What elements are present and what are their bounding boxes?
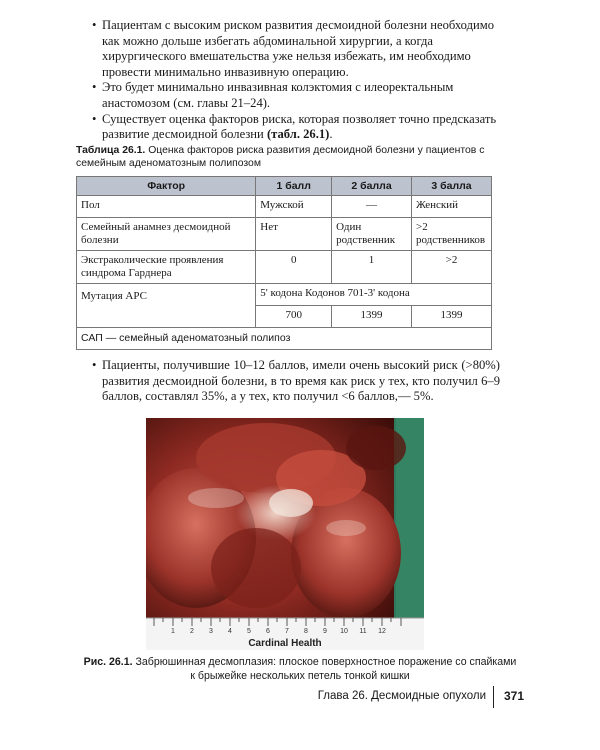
table-cell: Нет	[256, 218, 332, 251]
chapter-title: Глава 26. Десмоидные опухоли	[317, 690, 486, 702]
table-cell: Женский	[411, 196, 491, 218]
bullet-text: Пациенты, получившие 10–12 баллов, имели очень высокий риск (>80%) развития десмоидной болезни, в то время как риск у тех, кто получил 6–9 баллов, составлял 35%, а у тех, кто получил <6 баллов,— 5%.	[102, 358, 500, 404]
ruler-tick-label: 11	[359, 628, 367, 635]
page-footer	[317, 686, 538, 708]
table-caption-label: Таблица 26.1.	[76, 145, 146, 156]
table-cell: >2	[411, 251, 491, 284]
bullet-item	[92, 358, 500, 405]
ruler-tick-label: 1	[171, 628, 175, 635]
bullet-text: Пациентам с высоким риском развития десмоидной болезни необходимо как можно дольше избегать абдоминальной хирургии, а когда хирургического вмешательства уже нельзя избежать, им необходимо провести минимально инвазивную операцию.	[102, 18, 495, 79]
bullet-item	[92, 80, 512, 111]
header-1-point: 1 балл	[256, 177, 332, 196]
figure-caption-label: Рис. 26.1.	[83, 656, 133, 668]
table-cell: 1	[332, 251, 412, 284]
surgical-photo-graphic	[146, 418, 424, 650]
table-header-row	[77, 177, 492, 196]
table-cell: 1399	[332, 306, 412, 328]
table-cell: 700	[256, 306, 332, 328]
table-cell: Один родственник	[332, 218, 412, 251]
figure-caption-text: Забрюшинная десмоплазия: плоское поверхностное поражение со спайками к брыжейке нескольких петель тонкой кишки	[132, 656, 517, 682]
ruler-brand: Cardinal Health	[248, 638, 322, 649]
risk-factor-table	[76, 176, 492, 350]
ruler-tick-label: 7	[285, 628, 289, 635]
bullet-text: Это будет минимально инвазивная колэктомия с илеоректальным анастомозом (см. главы 21–24).	[102, 80, 454, 110]
table-caption	[76, 144, 516, 170]
header-2-points: 2 балла	[332, 177, 412, 196]
table-cell: 0	[256, 251, 332, 284]
figure-caption	[80, 656, 520, 683]
table-cell: >2 родственников	[411, 218, 491, 251]
bullet-item	[92, 18, 512, 80]
ruler-tick-label: 3	[209, 628, 213, 635]
table-row	[77, 196, 492, 218]
header-3-points: 3 балла	[411, 177, 491, 196]
ruler-tick-label: 2	[190, 628, 194, 635]
table-row	[77, 251, 492, 284]
table-caption-text: Оценка факторов риска развития десмоидной болезни у пациентов с семейным аденоматозным полипозом	[76, 145, 485, 169]
bullet-text-tail: .	[329, 127, 333, 142]
mutation-codons-cell: 5' кодона Кодонов 701-3' кодона	[256, 284, 492, 306]
table-cell: 1399	[411, 306, 491, 328]
ruler-tick-label: 12	[378, 628, 386, 635]
table-cell: Семейный анамнез десмоидной болезни	[77, 218, 256, 251]
mutation-label: Мутация АРС	[81, 290, 147, 302]
footer-divider	[493, 686, 494, 708]
surgical-photo	[146, 418, 424, 650]
table-cell: Пол	[77, 196, 256, 218]
table-row-mutation	[77, 284, 492, 306]
bullet-list-top	[92, 18, 512, 143]
bullet-text: Существует оценка факторов риска, которая позволяет точно предсказать развитие десмоидной болезни	[102, 111, 497, 142]
table-footnote: САП — семейный аденоматозный полипоз	[77, 328, 492, 350]
table-cell: Экстраколические проявления синдрома Гарднера	[77, 251, 256, 284]
table-cell: Мужской	[256, 196, 332, 218]
ruler-tick-label: 5	[247, 628, 251, 635]
ruler-tick-label: 9	[323, 628, 327, 635]
table-row	[77, 218, 492, 251]
page-number: 371	[503, 689, 524, 703]
bullet-item	[92, 112, 512, 143]
bullet-list-after	[92, 358, 500, 405]
header-factor: Фактор	[77, 177, 256, 196]
mutation-label-cell	[77, 284, 256, 328]
table-footnote-row	[77, 328, 492, 350]
ruler-tick-label: 8	[304, 628, 308, 635]
ruler-tick-label: 10	[340, 628, 348, 635]
ruler-tick-label: 4	[228, 628, 232, 635]
ruler-tick-label: 6	[266, 628, 270, 635]
table-reference: (табл. 26.1)	[266, 127, 330, 142]
table-cell: —	[332, 196, 412, 218]
